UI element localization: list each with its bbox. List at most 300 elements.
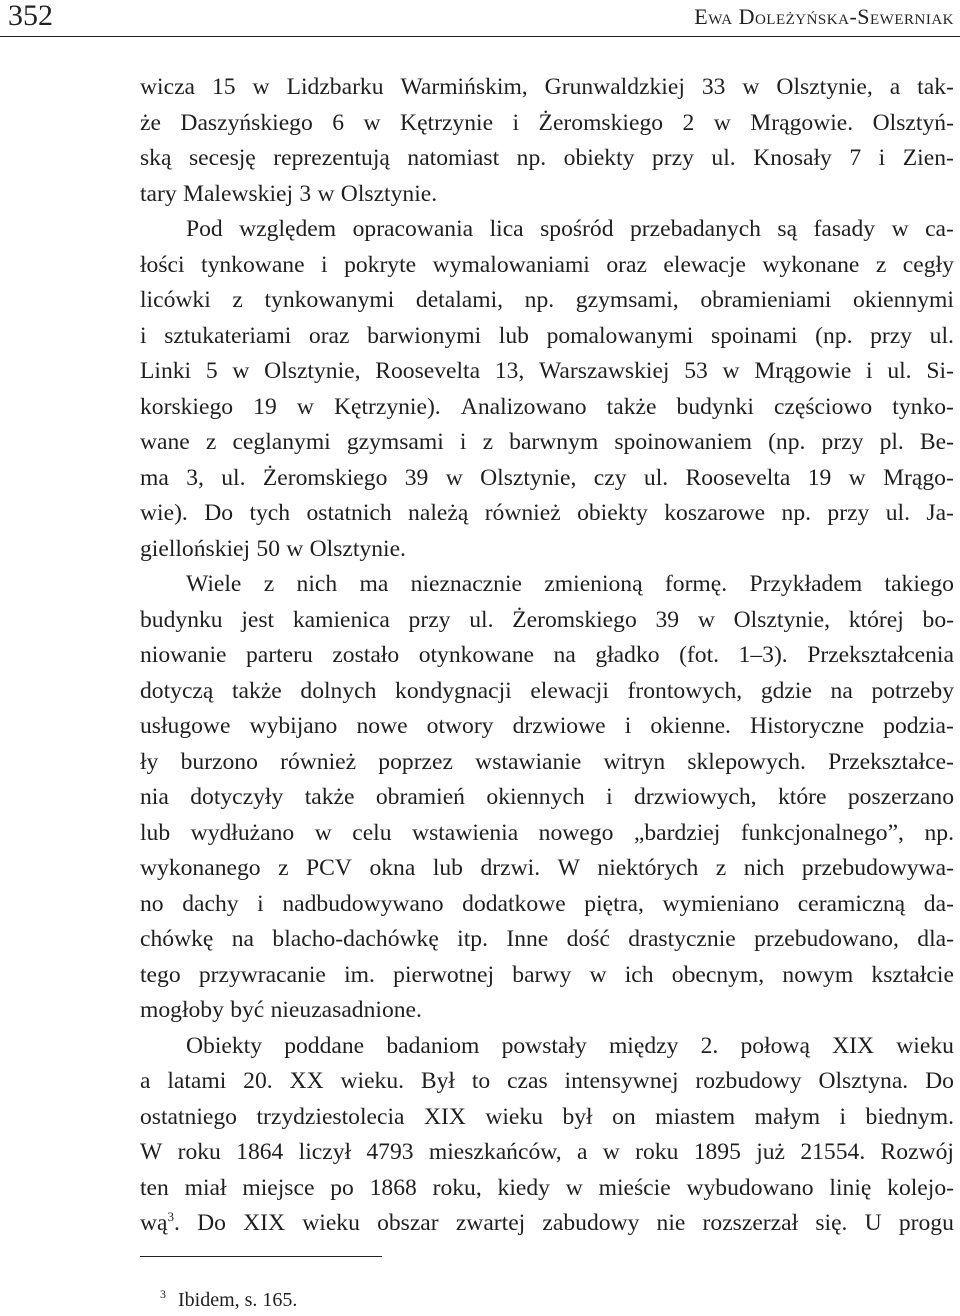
word: ul.: [469, 606, 494, 633]
footnote: [160, 1288, 297, 1312]
word: wane: [140, 429, 190, 455]
word: ły: [140, 748, 159, 775]
word: Ja-: [926, 500, 954, 526]
word: wstawienia: [412, 819, 519, 846]
word: budynku: [140, 606, 223, 633]
word: tynkowanymi: [264, 287, 395, 313]
word: również: [484, 500, 561, 526]
word: okienne.: [650, 713, 731, 739]
word: fasady: [813, 216, 876, 242]
word: no: [140, 890, 164, 917]
word: 50: [256, 535, 280, 562]
running-head: Ewa Doleżyńska-Sewerniak: [694, 4, 954, 29]
word: spoinowaniem: [614, 429, 752, 455]
word: lub: [140, 819, 171, 846]
word: barwy: [512, 961, 572, 988]
word: Zien-: [902, 145, 954, 171]
word: w: [742, 74, 760, 100]
word: opracowania: [352, 216, 474, 242]
word: wą: [140, 1210, 168, 1236]
word: cegły: [902, 251, 954, 278]
text-line: [140, 603, 954, 639]
word: 33: [701, 74, 726, 100]
word: wieku: [485, 1103, 543, 1130]
word: 1–3).: [738, 642, 788, 668]
word: i: [866, 358, 873, 384]
word: 4793: [366, 1139, 414, 1165]
word: funkcjonalnego”,: [740, 819, 904, 846]
word: ceglanymi: [232, 429, 331, 455]
word: linię: [829, 1174, 872, 1201]
word: Kętrzynie).: [333, 393, 441, 420]
word: wieku.: [340, 1068, 405, 1094]
word: 3,: [186, 464, 204, 491]
word: obiekty: [577, 500, 648, 526]
word: 1895: [693, 1139, 741, 1165]
text-line: [140, 390, 954, 426]
text-line: [140, 958, 954, 994]
word: Przekształce-: [828, 748, 954, 775]
word: lica: [489, 216, 524, 242]
word: spośród: [540, 216, 614, 242]
text-line: [140, 816, 954, 852]
word: dla-: [917, 926, 954, 952]
word: nieuzasadnione.: [270, 997, 422, 1023]
word: wstawianie: [475, 748, 582, 775]
word: spoinami: [710, 322, 798, 349]
word: piętra,: [584, 890, 644, 917]
word: progu: [898, 1210, 954, 1236]
word: ostatniego: [140, 1103, 237, 1130]
word: okiennych: [486, 784, 585, 810]
footnote-reference[interactable]: 3: [167, 1209, 175, 1225]
word: miał: [184, 1174, 227, 1201]
word: itp.: [457, 926, 488, 952]
word: a: [576, 1139, 588, 1165]
word: w: [232, 358, 250, 384]
word: kolejo-: [887, 1174, 954, 1201]
word: Żeromskiego: [538, 109, 664, 136]
word: dotyczyły: [190, 784, 284, 810]
text-line: [140, 674, 954, 710]
word: Olsztynie,: [776, 74, 873, 100]
word: 6: [332, 109, 345, 136]
word: w: [891, 216, 909, 242]
word: a: [140, 1068, 151, 1094]
footnote-text: Ibidem, s. 165.: [178, 1289, 298, 1311]
word: ul.: [929, 322, 954, 349]
word: otwory: [426, 713, 494, 739]
word: rozbudowy: [695, 1068, 802, 1094]
word: okna: [369, 855, 416, 881]
word: 39: [655, 606, 680, 633]
word: U: [864, 1210, 882, 1236]
punctuation: .: [174, 1210, 180, 1236]
word: celu: [352, 819, 392, 846]
word: formę.: [664, 571, 728, 597]
word: drastycznie: [628, 926, 736, 952]
word: ten: [140, 1174, 169, 1201]
word: przy: [870, 322, 913, 349]
word: także: [304, 784, 355, 810]
word: frontowych,: [627, 677, 743, 704]
word: z: [482, 429, 494, 455]
word: Olsztynie.: [309, 535, 406, 562]
word: w: [589, 961, 607, 988]
word: burzono: [180, 748, 258, 775]
word: ską: [140, 145, 172, 171]
word: ca-: [925, 216, 954, 242]
word: np.: [924, 819, 954, 846]
word: 13,: [494, 358, 525, 384]
word: nowego: [538, 819, 614, 846]
word: 3: [299, 180, 312, 207]
word: małym: [754, 1103, 821, 1130]
word: korskiego: [140, 393, 234, 420]
word: Żeromskiego: [512, 606, 637, 633]
word: które: [777, 784, 827, 810]
word: roku: [635, 1139, 679, 1165]
word: w: [848, 464, 866, 491]
word: Pod: [186, 216, 223, 242]
word: mogłoby: [140, 997, 224, 1023]
word: potrzeby: [871, 677, 954, 704]
word: Historyczne: [750, 713, 865, 739]
word: 2.: [700, 1032, 719, 1059]
word: gzymsami,: [575, 287, 679, 313]
word: już: [756, 1139, 786, 1165]
word: z: [875, 251, 887, 278]
word: czy: [593, 464, 627, 491]
word: 53: [684, 358, 708, 384]
word: Daszyńskiego: [180, 109, 313, 136]
word: na: [830, 677, 853, 704]
text-line: [140, 283, 954, 319]
word: pl.: [879, 429, 904, 455]
word: nie: [656, 1210, 686, 1236]
word: powstały: [501, 1032, 587, 1059]
text-line: [140, 1206, 954, 1242]
word: ul.: [887, 358, 912, 384]
word: kondygnacji: [395, 677, 512, 704]
word: podzia-: [883, 713, 954, 739]
word: poszerzano: [847, 784, 954, 810]
word: Rozwój: [880, 1139, 954, 1165]
word: w: [317, 180, 335, 207]
word: Olsztynie,: [264, 358, 361, 384]
text-line: [140, 1100, 954, 1136]
word: XIX: [243, 1210, 286, 1236]
text-line: [140, 461, 954, 497]
word: i: [839, 1103, 847, 1130]
word: ceramiczną: [797, 890, 906, 917]
text-line: [140, 532, 954, 568]
word: w: [314, 819, 332, 846]
word: obramieniami: [700, 287, 832, 313]
word: np.: [516, 145, 547, 171]
word: (np.: [815, 322, 853, 349]
word: przy: [821, 429, 864, 455]
word: obecnym,: [671, 961, 765, 988]
word: Roosevelta: [685, 464, 791, 491]
word: drzwiowych,: [634, 784, 757, 810]
text-line: [140, 887, 954, 923]
word: latami: [167, 1068, 227, 1094]
word: (np.: [768, 429, 806, 455]
body-text: [140, 70, 954, 1242]
text-line: [140, 177, 954, 213]
word: Żeromskiego: [262, 464, 388, 491]
word: w: [363, 109, 381, 136]
word: przy: [651, 145, 694, 171]
word: wybudowano: [686, 1174, 814, 1201]
word: między: [608, 1032, 679, 1059]
word: witryn: [603, 748, 666, 775]
word: okiennymi: [852, 287, 954, 313]
word: w: [713, 109, 731, 136]
word: Kętrzynie: [400, 109, 494, 136]
word: na: [231, 926, 255, 952]
word: nia: [140, 784, 169, 810]
word: dość: [566, 926, 610, 952]
word: przywracanie: [198, 961, 326, 988]
text-line: [140, 425, 954, 461]
word: Linki: [140, 358, 192, 384]
word: barwnym: [509, 429, 599, 455]
word: Przekształcenia: [807, 642, 954, 668]
word: W: [140, 1139, 163, 1165]
word: 1864: [236, 1139, 284, 1165]
word: mieszkańców,: [428, 1139, 562, 1165]
word: jest: [241, 606, 275, 633]
word: nich: [296, 571, 338, 597]
word: niowanie: [140, 642, 227, 668]
word: że: [140, 109, 161, 136]
word-with-footnote-ref: [140, 1206, 180, 1242]
word: Olsztyna.: [818, 1068, 909, 1094]
word: badaniom: [386, 1032, 480, 1059]
word: Olsztynie.: [340, 180, 438, 207]
word: ma: [359, 571, 389, 597]
word: Mrągo-: [883, 464, 954, 491]
word: takiego: [884, 571, 954, 597]
text-line: [140, 1029, 954, 1065]
word: Do: [204, 500, 234, 526]
word: ma: [140, 464, 169, 491]
word: Olsztynie,: [733, 606, 830, 633]
word: nowym: [782, 961, 854, 988]
word: Obiekty: [186, 1032, 263, 1059]
text-line: [140, 106, 954, 142]
word: tynkowane: [201, 251, 305, 278]
text-line: [140, 745, 954, 781]
word: zabudowy: [542, 1210, 640, 1236]
word: był: [562, 1103, 593, 1130]
word: Wiele: [186, 571, 242, 597]
word: oraz: [606, 251, 647, 278]
word: po: [330, 1174, 354, 1201]
word: koszarowe: [664, 500, 766, 526]
word: wybijano: [249, 713, 338, 739]
word: lub: [498, 322, 529, 349]
word: się.: [815, 1210, 848, 1236]
word: roku: [177, 1139, 221, 1165]
word: i: [878, 145, 886, 171]
word: wykonane: [762, 251, 860, 278]
word: Analizowano: [460, 393, 587, 420]
word: obiekty: [563, 145, 635, 171]
word: i: [606, 784, 613, 810]
word: np.: [524, 287, 555, 313]
word: wie).: [140, 500, 188, 526]
page-header: [0, 0, 960, 37]
word: ul.: [711, 145, 736, 171]
word: łości: [140, 251, 185, 278]
word: w: [697, 606, 715, 633]
word: z: [232, 287, 243, 313]
word: nowe: [356, 713, 408, 739]
word: 7: [849, 145, 862, 171]
word: natomiast: [407, 145, 500, 171]
footnote-mark: 3: [160, 1287, 166, 1302]
word: lub: [432, 855, 463, 881]
word: niektórych: [597, 855, 699, 881]
page-number: 352: [8, 0, 53, 32]
word: miastem: [655, 1103, 736, 1130]
word: drzwi.: [480, 855, 541, 881]
word: przy: [827, 500, 870, 526]
word: secesję: [188, 145, 256, 171]
word: drzwiowe: [512, 713, 606, 739]
word: Knosały: [753, 145, 832, 171]
word: na: [553, 642, 576, 668]
text-line: [140, 780, 954, 816]
word: być: [230, 997, 265, 1023]
word: biednym.: [865, 1103, 954, 1130]
word: Lidzbarku: [286, 74, 384, 100]
word: licówki: [140, 287, 211, 313]
text-line: [140, 851, 954, 887]
word: Do: [197, 1210, 226, 1236]
word: również: [280, 748, 357, 775]
word: także: [606, 393, 657, 420]
word: wicza: [140, 74, 196, 100]
word: gzymsami: [346, 429, 444, 455]
word: pokryte: [344, 251, 417, 278]
word: częściowo: [773, 393, 873, 420]
word: kamienica: [292, 606, 390, 633]
word: poddane: [284, 1032, 365, 1059]
word: roku,: [432, 1174, 482, 1201]
word: z: [263, 571, 275, 597]
word: ich: [624, 961, 654, 988]
word: XIX: [832, 1032, 875, 1059]
word: pomalowanymi: [546, 322, 694, 349]
word: W: [557, 855, 580, 881]
word: i: [321, 251, 328, 278]
word: budynki: [676, 393, 754, 420]
word: im.: [344, 961, 375, 988]
text-line: [140, 70, 954, 106]
text-line: [140, 248, 954, 284]
word: 19: [253, 393, 277, 420]
word: bo-: [922, 606, 954, 633]
word: miejsce: [242, 1174, 315, 1201]
word: z: [278, 855, 289, 881]
word: tary: [140, 180, 177, 207]
word: i: [459, 429, 467, 455]
word: obszar: [377, 1210, 439, 1236]
word: gdzie: [760, 677, 812, 704]
text-line: [140, 212, 954, 248]
word: wieku: [896, 1032, 954, 1059]
word: Mrągowie.: [750, 109, 854, 136]
word: da-: [923, 890, 954, 917]
word: i: [140, 322, 147, 349]
word: 19: [807, 464, 832, 491]
word: (fot.: [679, 642, 720, 668]
word: intensywnej: [564, 1068, 679, 1094]
text-line: [140, 354, 954, 390]
word: wydłużano: [190, 819, 295, 846]
word: kształcie: [871, 961, 954, 988]
footnote-divider: [140, 1256, 382, 1257]
word: z: [205, 429, 217, 455]
word: Do: [925, 1068, 954, 1094]
text-line: [140, 1171, 954, 1207]
word: 5: [205, 358, 218, 384]
word: zostało: [332, 642, 400, 668]
word: w: [296, 393, 314, 420]
word: pierwotnej: [393, 961, 495, 988]
word: tego: [140, 961, 181, 988]
word: ostatnich: [306, 500, 392, 526]
word: w: [565, 1174, 583, 1201]
word: ul.: [885, 500, 911, 526]
word: obramień: [375, 784, 465, 810]
word: czas: [507, 1068, 548, 1094]
word: Olsztynie,: [480, 464, 577, 491]
word: w: [722, 358, 740, 384]
word: nadbudowywano: [282, 890, 444, 917]
word: tych: [249, 500, 291, 526]
word: oraz: [308, 322, 350, 349]
word: „bardziej: [633, 819, 721, 846]
word: przebadanych: [629, 216, 761, 242]
word: blacho-dachówkę: [272, 926, 439, 952]
word: w: [445, 464, 463, 491]
word: w: [252, 74, 270, 100]
word: 21554.: [800, 1139, 866, 1165]
word: wieku: [302, 1210, 360, 1236]
word: mieście: [598, 1174, 671, 1201]
word: połową: [740, 1032, 810, 1059]
word: dodatkowe: [462, 890, 566, 917]
word: względem: [239, 216, 337, 242]
text-line: [140, 922, 954, 958]
text-line: [140, 496, 954, 532]
word: elewacje: [663, 251, 746, 278]
word: przy: [408, 606, 451, 633]
word: Si-: [926, 358, 954, 384]
text-line: [140, 319, 954, 355]
word: poprzez: [378, 748, 453, 775]
word: barwionymi: [367, 322, 482, 349]
word: Mrągowie: [754, 358, 852, 384]
text-line: [140, 1135, 954, 1171]
word: gładko: [595, 642, 660, 668]
word: chówkę: [140, 926, 214, 952]
